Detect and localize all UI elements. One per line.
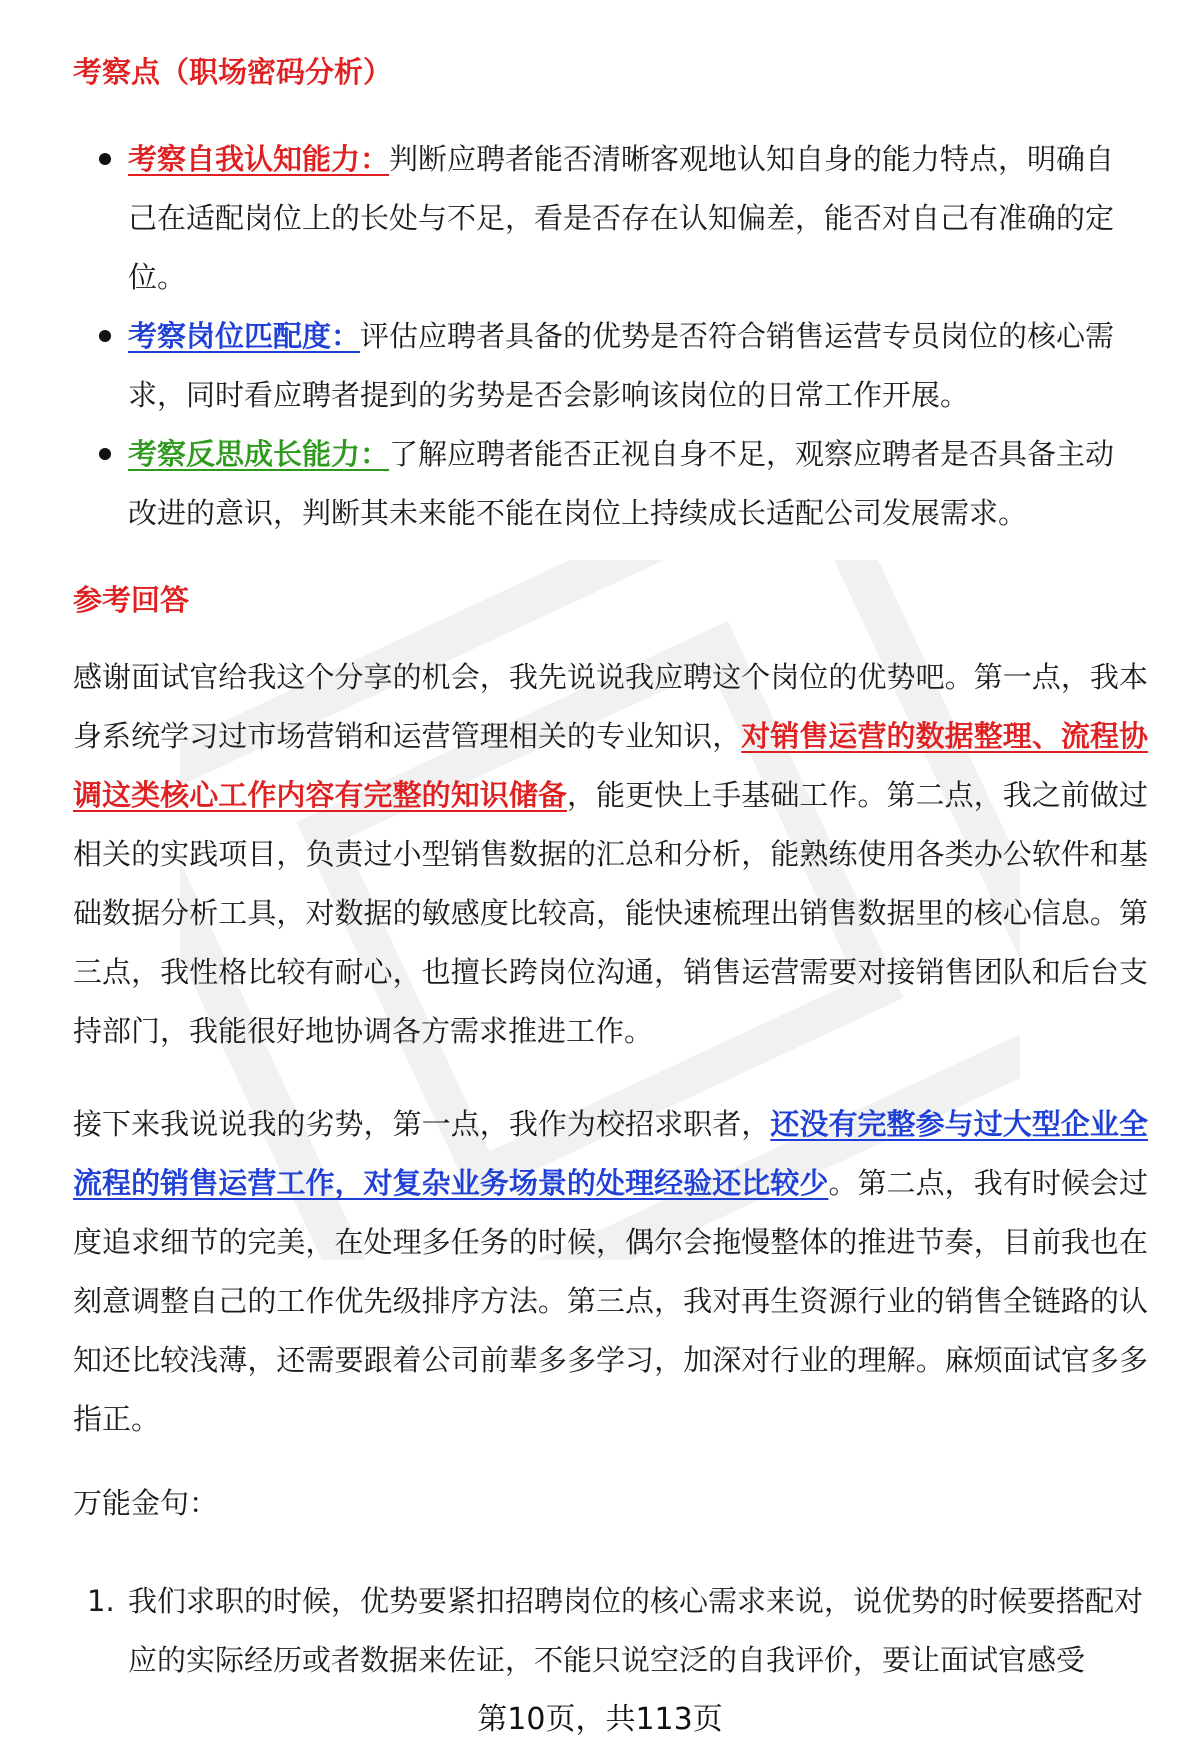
list-item: [73, 307, 1143, 425]
list-number: 1.: [87, 1584, 115, 1618]
paragraph-text: ，能更快上手基础工作。第二点，我之前做过相关的实践项目，负责过小型销售数据的汇总和分析，能熟练使用各类办公软件和基础数据分析工具，对数据的敏感度比较高，能快速梳理出销售数据里的核心信息。第三点，我性格比较有耐心，也擅长跨岗位沟通，销售运营需要对接销售团队和后台支持部门，我能很好地协调各方需求推进工作。: [73, 778, 1148, 1048]
paragraph-text: 。第二点，我有时候会过度追求细节的完美，在处理多任务的时候，偶尔会拖慢整体的推进节奏，目前我也在刻意调整自己的工作优先级排序方法。第三点，我对再生资源行业的销售全链路的认知还比较浅薄，还需要跟着公司前辈多多学习，加深对行业的理解。麻烦面试官多多指正。: [73, 1166, 1148, 1436]
point-label: 考察自我认知能力：: [128, 142, 390, 176]
page-number-footer: 第10页，共113页: [0, 1700, 1200, 1740]
list-item: [73, 130, 1143, 307]
bullet-dot-icon: [99, 448, 111, 460]
point-text: 评估应聘者具备的优势是否符合销售运营专员岗位的核心需求，同时看应聘者提到的劣势是否会影响该岗位的日常工作开展。: [128, 319, 1115, 412]
answer-paragraph-strengths: [73, 648, 1148, 1061]
answer-section-title: 参考回答: [73, 583, 190, 617]
point-text: 判断应聘者能否清晰客观地认知自身的能力特点，明确自己在适配岗位上的长处与不足，看是否存在认知偏差，能否对自己有准确的定位。: [128, 142, 1115, 294]
highlight-text: 还没有完整参与过大型企业全流程的销售运营工作，对复杂业务场景的处理经验还比较少: [73, 1107, 1148, 1200]
paragraph-text: 感谢面试官给我这个分享的机会，我先说说我应聘这个岗位的优势吧。第一点，我本身系统学习过市场营销和运营管理相关的专业知识，: [73, 660, 1148, 753]
golden-sentences-list: [73, 1572, 1148, 1690]
bullet-dot-icon: [99, 330, 111, 342]
list-item: [73, 1572, 1148, 1690]
examine-section-title: 考察点（职场密码分析）: [73, 55, 393, 89]
paragraph-text: 接下来我说说我的劣势，第一点，我作为校招求职者，: [73, 1107, 771, 1141]
highlight-text: 对销售运营的数据整理、流程协调这类核心工作内容有完整的知识储备: [73, 719, 1148, 812]
point-label: 考察岗位匹配度：: [128, 319, 361, 353]
examine-points-list: [73, 130, 1143, 543]
list-item: [73, 425, 1143, 543]
golden-sentences-title: 万能金句：: [73, 1486, 219, 1520]
point-text: 了解应聘者能否正视自身不足，观察应聘者是否具备主动改进的意识，判断其未来能不能在岗位上持续成长适配公司发展需求。: [128, 437, 1115, 530]
bullet-dot-icon: [99, 153, 111, 165]
answer-paragraph-weaknesses: [73, 1095, 1148, 1449]
point-label: 考察反思成长能力：: [128, 437, 390, 471]
list-item-text: 我们求职的时候，优势要紧扣招聘岗位的核心需求来说，说优势的时候要搭配对应的实际经历或者数据来佐证，不能只说空泛的自我评价，要让面试官感受: [128, 1584, 1144, 1677]
